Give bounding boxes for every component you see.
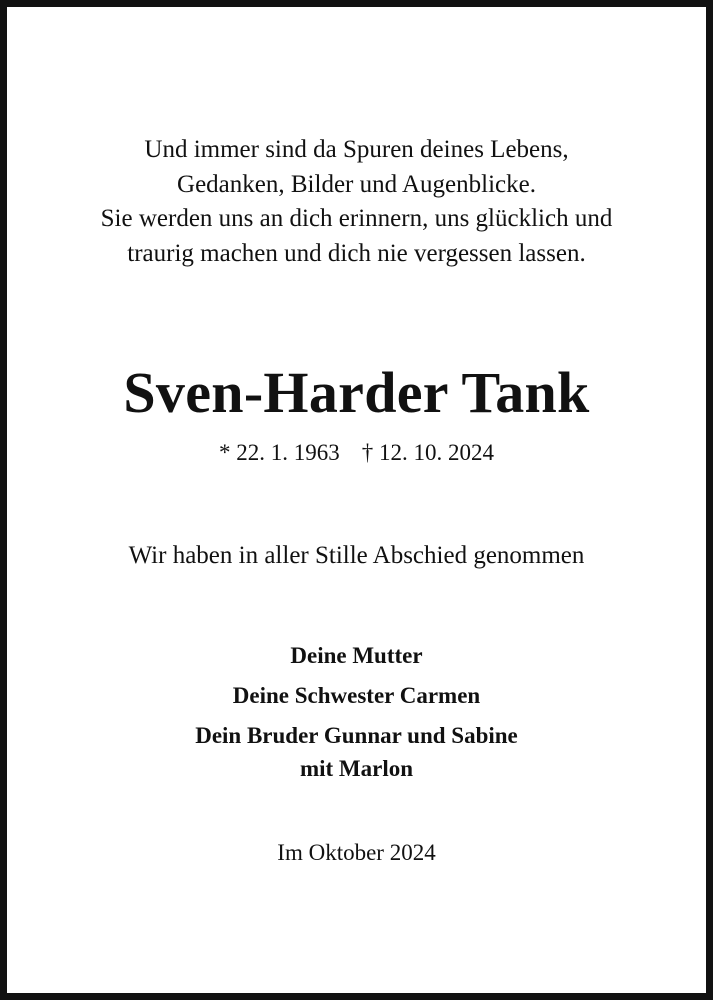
life-dates xyxy=(0,438,713,468)
farewell-text: Wir haben in aller Stille Abschied genommen xyxy=(128,542,585,569)
deceased-name: Sven-Harder Tank xyxy=(123,360,590,425)
family-member: Deine Mutter xyxy=(290,643,423,668)
poem-line: traurig machen und dich nie vergessen lassen. xyxy=(127,239,586,267)
poem-line: Gedanken, Bilder und Augenblicke. xyxy=(177,170,536,198)
birth-date: * 22. 1. 1963 xyxy=(219,440,340,465)
closing-date: Im Oktober 2024 xyxy=(277,840,436,865)
family-member: mit Marlon xyxy=(299,756,414,781)
family-signatures xyxy=(0,639,713,785)
family-member: Deine Schwester Carmen xyxy=(232,683,481,708)
death-date: † 12. 10. 2024 xyxy=(361,440,494,465)
poem-line: Und immer sind da Spuren deines Lebens, xyxy=(144,136,569,163)
memorial-poem xyxy=(0,133,713,271)
family-member: Dein Bruder Gunnar und Sabine xyxy=(195,723,518,748)
poem-line: Sie werden uns an dich erinnern, uns glücklich und xyxy=(100,205,613,232)
